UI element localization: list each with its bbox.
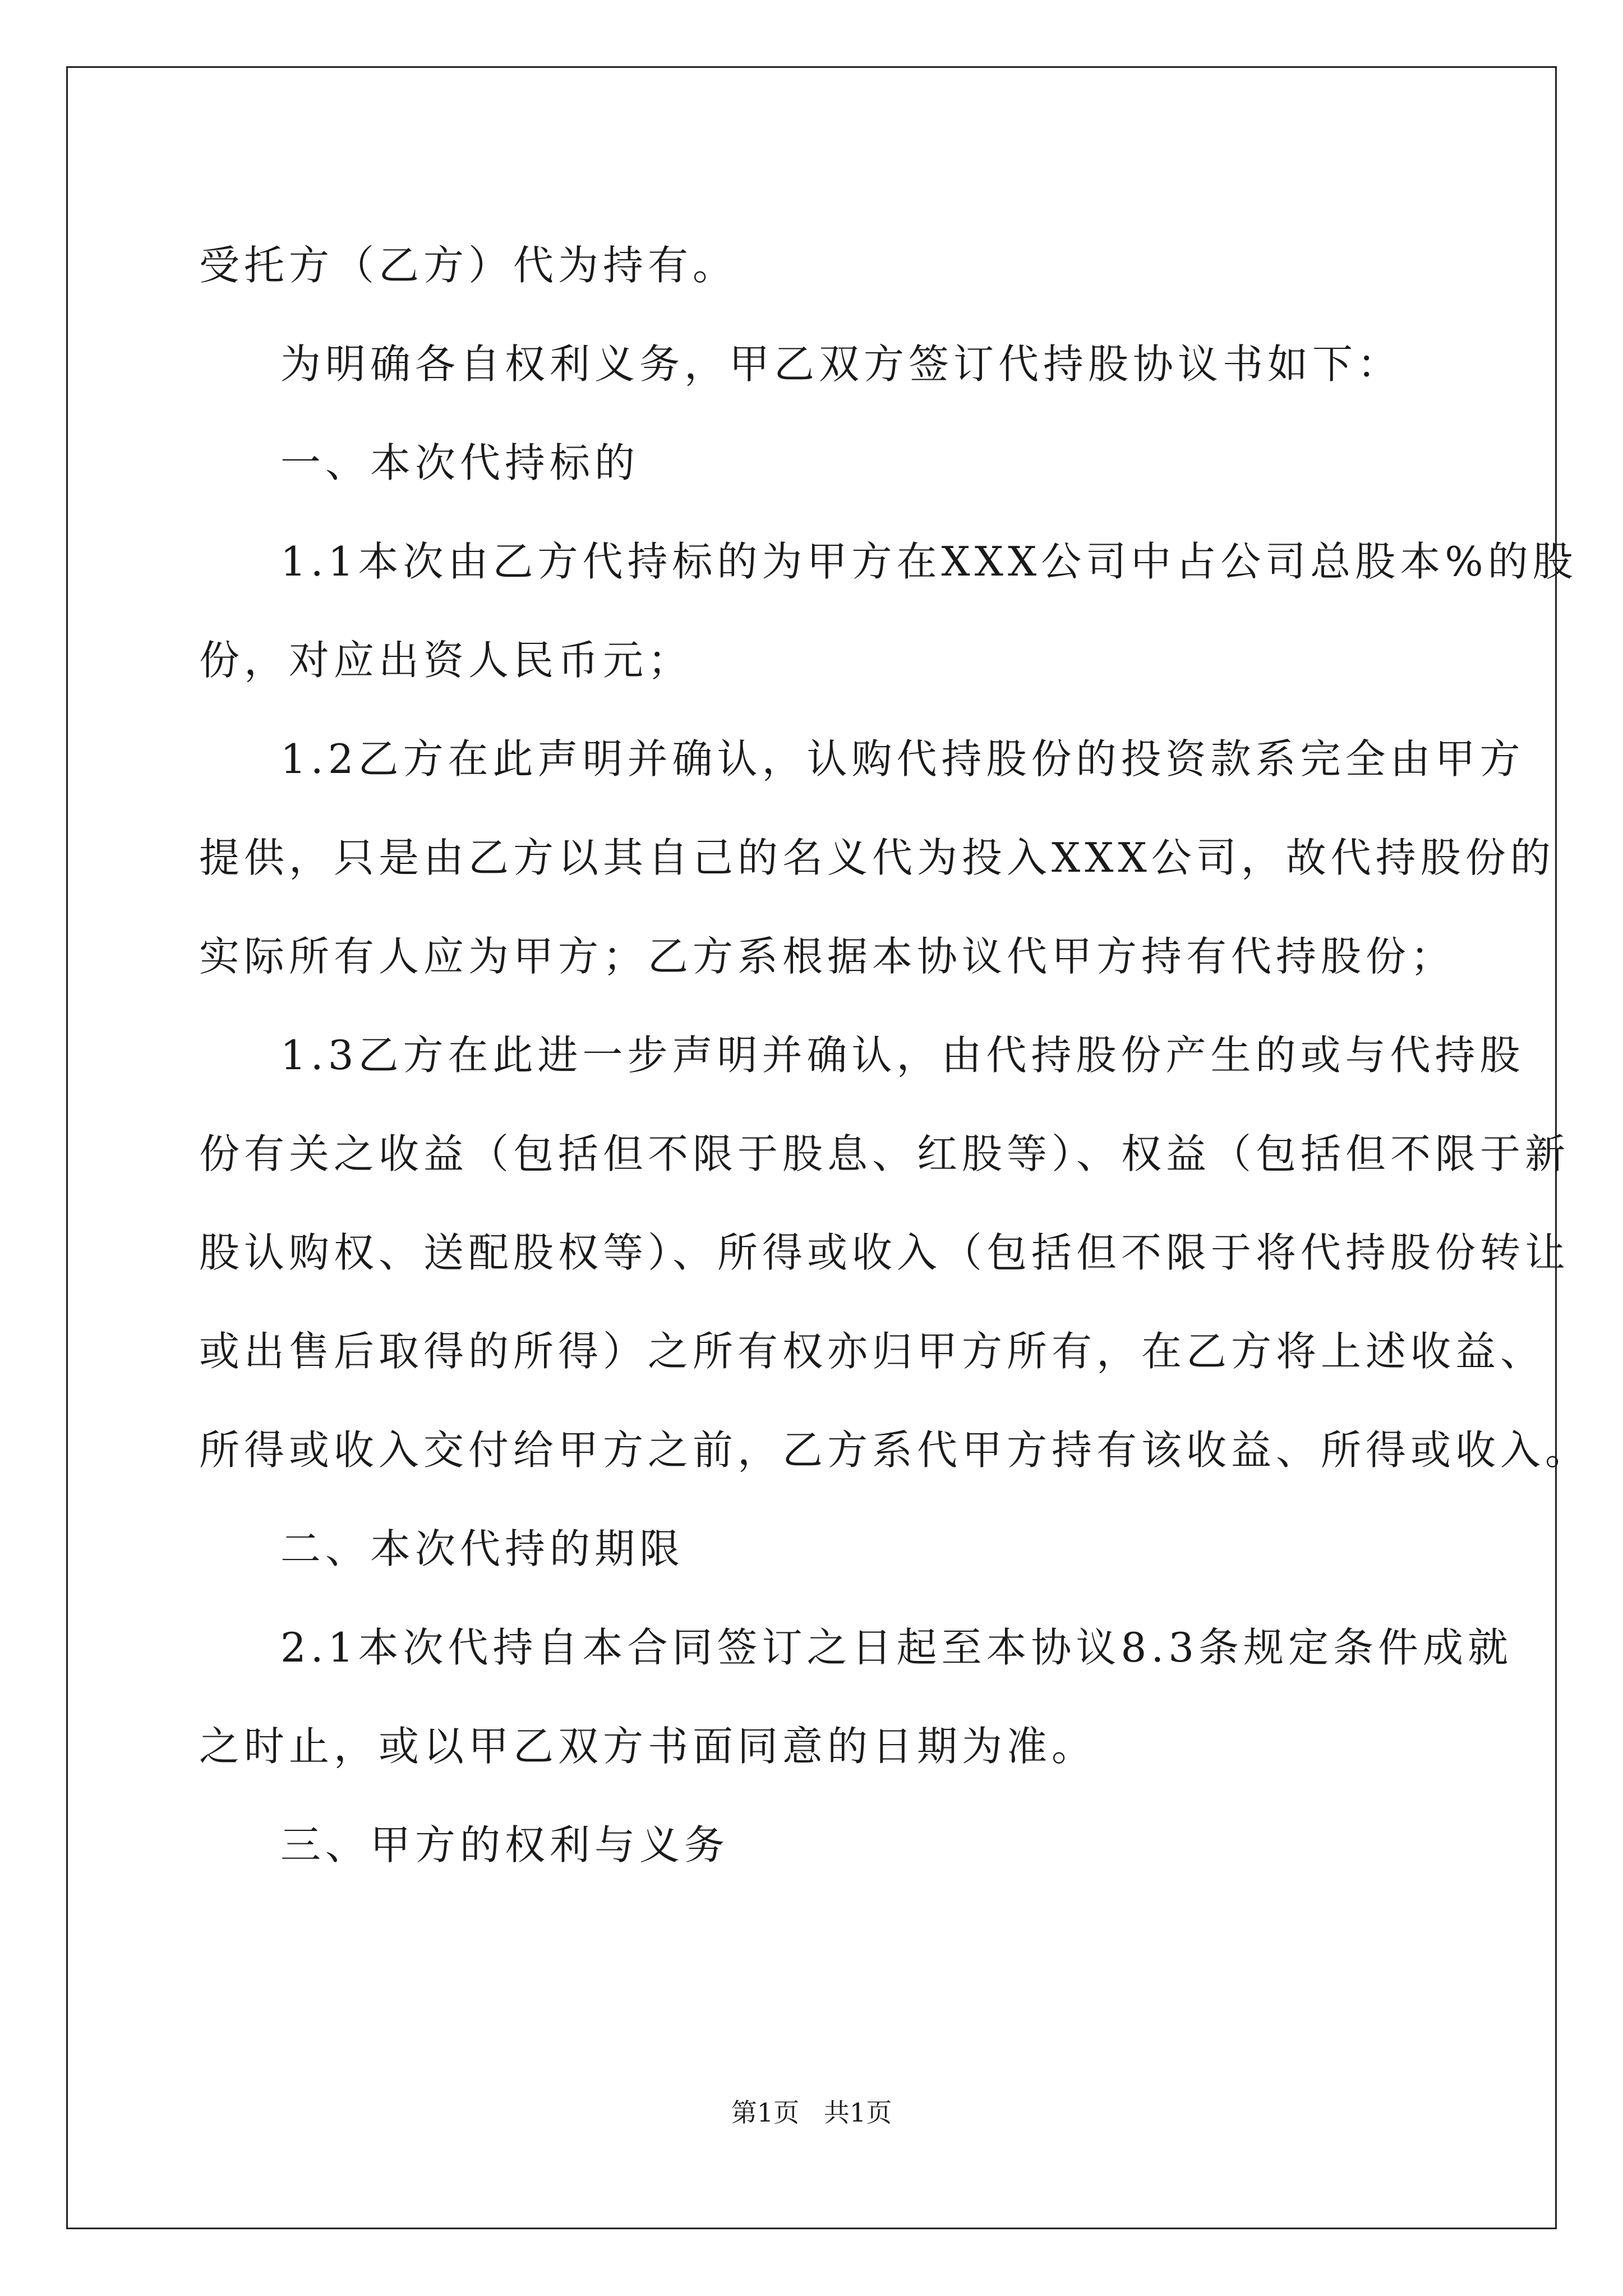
document-line: 之时止，或以甲乙双方书面同意的日期为准。 [199,1723,1097,1770]
document-line: 股认购权、送配股权等）、所得或收入（包括但不限于将代持股份转让 [199,1229,1570,1276]
document-line: 提供，只是由乙方以其自己的名义代为投入XXX公司，故代持股份的 [199,834,1555,881]
document-body [199,216,1590,1894]
page-footer: 第1页 共1页 [731,2097,892,2128]
document-line: 1.1本次由乙方代持标的为甲方在XXX公司中占公司总股本%的股 [280,538,1578,585]
document-line: 1.3乙方在此进一步声明并确认，由代持股份产生的或与代持股 [280,1032,1525,1079]
document-line: 二、本次代持的期限 [280,1525,685,1572]
document-line: 三、甲方的权利与义务 [280,1821,730,1869]
document-line: 实际所有人应为甲方；乙方系根据本协议代甲方持有代持股份； [199,933,1456,980]
document-line: 所得或收入交付给甲方之前，乙方系代甲方持有该收益、所得或收入。 [199,1427,1590,1474]
document-line: 一、本次代持标的 [280,439,640,486]
document-line: 受托方（乙方）代为持有。 [199,242,738,289]
document-line: 2.1本次代持自本合同签订之日起至本协议8.3条规定条件成就 [280,1624,1513,1671]
document-line: 或出售后取得的所得）之所有权亦归甲方所有，在乙方将上述收益、 [199,1328,1546,1375]
document-line: 1.2乙方在此声明并确认，认购代持股份的投资款系完全由甲方 [280,735,1525,783]
document-line: 份，对应出资人民币元； [199,637,693,684]
document-line: 为明确各自权利义务，甲乙双方签订代持股协议书如下： [280,341,1403,388]
document-line: 份有关之收益（包括但不限于股息、红股等）、权益（包括但不限于新 [199,1130,1570,1177]
